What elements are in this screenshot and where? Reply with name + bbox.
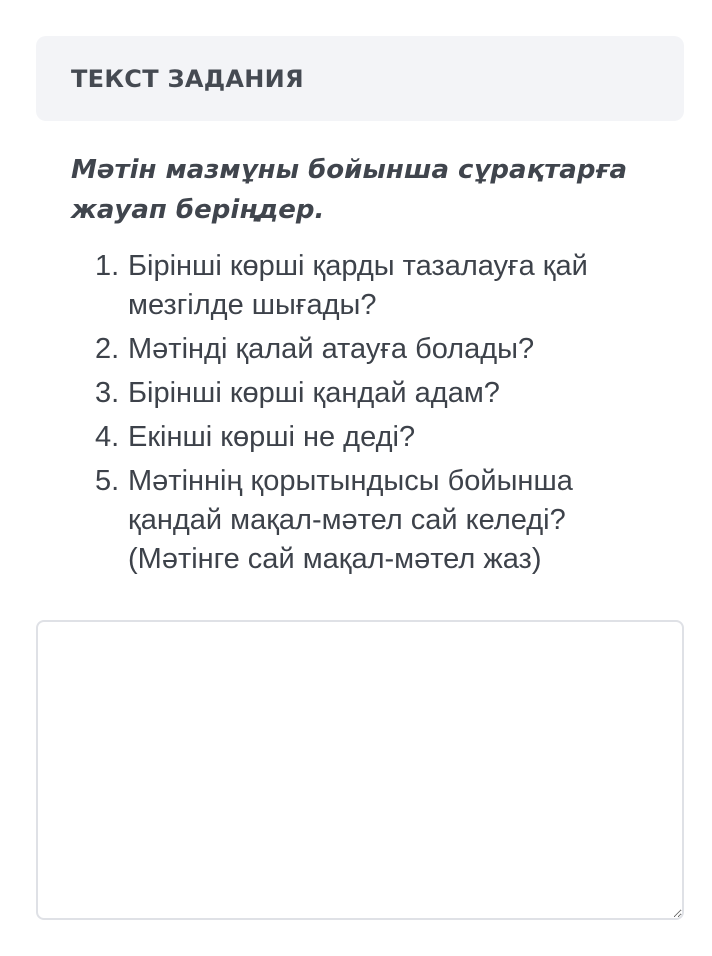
question-text: Мәтінді қалай атауға болады? (128, 333, 535, 365)
question-text: Бірінші көрші қарды тазалауға қай мезгілде шығады? (128, 250, 588, 321)
question-number: 5. (95, 465, 120, 497)
question-item (71, 418, 671, 457)
question-list (71, 247, 671, 579)
question-text: Екінші көрші не деді? (128, 421, 416, 453)
question-number: 1. (95, 250, 120, 282)
question-text: Мәтіннің қорытындысы бойынша қандай мақал-мәтел сай келеді? (Мәтінге сай мақал-мәтел жаз) (128, 465, 573, 575)
question-number: 4. (95, 421, 120, 453)
task-header (36, 36, 684, 121)
task-body (71, 150, 671, 584)
question-item (71, 462, 671, 579)
answer-textarea[interactable] (36, 620, 684, 920)
question-item (71, 330, 671, 369)
task-instruction: Мәтін мазмұны бойынша сұрақтарға жауап беріңдер. (71, 155, 628, 225)
question-number: 2. (95, 333, 120, 365)
question-item (71, 374, 671, 413)
question-number: 3. (95, 377, 120, 409)
question-text: Бірінші көрші қандай адам? (128, 377, 500, 409)
task-header-title: ТЕКСТ ЗАДАНИЯ (71, 64, 304, 93)
question-item (71, 247, 671, 325)
